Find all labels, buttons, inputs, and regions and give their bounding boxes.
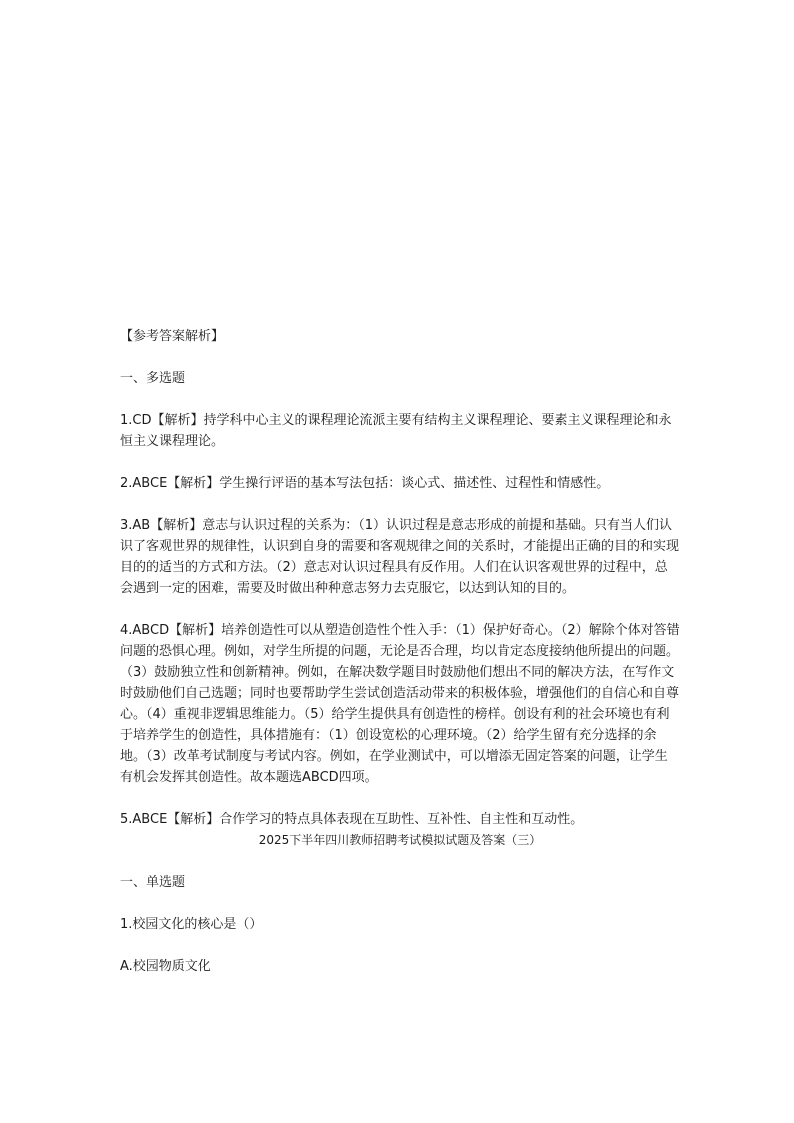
answer-item-2: 2.ABCE【解析】学生操行评语的基本写法包括：谈心式、描述性、过程性和情感性。 bbox=[120, 476, 610, 491]
answer-item-1: 1.CD【解析】持学科中心主义的课程理论流派主要有结构主义课程理论、要素主义课程理论和永恒主义课程理论。 bbox=[120, 413, 672, 449]
question-1: 1.校园文化的核心是（） bbox=[120, 917, 263, 932]
answer-item-4: 4.ABCD【解析】培养创造性可以从塑造创造性个性入手：（1）保护好奇心。（2）解除个体对答错问题的恐惧心理。例如，对学生所提的问题，无论是否合理，均以肯定态度接纳他所提出的问题。（3）鼓励独立性和创新精神。例如，在解决数学题目时鼓励他们想出不同的解决方法，在写作文时鼓励他们自己选题；同时也要帮助学生尝试创造活动带来的积极体验，增强他们的自信心和自尊心。（4）重视非逻辑思维能力。（5）给学生提供具有创造性的榜样。创设有利的社会环境也有利于培养学生的创造性，具体措施有：（1）创设宽松的心理环境。（2）给学生留有充分选择的余地。（3）改革考试制度与考试内容。例如，在学业测试中，可以增添无固定答案的问题，让学生有机会发挥其创造性。故本题选ABCD四项。 bbox=[120, 623, 680, 785]
answer-item-3: 3.AB【解析】意志与认识过程的关系为：（1）认识过程是意志形成的前提和基础。只有当人们认识了客观世界的规律性，认识到自身的需要和客观规律之间的关系时，才能提出正确的目的和实现目的的适当的方式和方法。（2）意志对认识过程具有反作用。人们在认识客观世界的过程中，总会遇到一定的困难，需要及时做出种种意志努力去克服它，以达到认知的目的。 bbox=[120, 518, 680, 596]
section-single-choice: 一、单选题 bbox=[120, 875, 186, 890]
answer-heading: 【参考答案解析】 bbox=[120, 329, 225, 344]
section-multiple-choice: 一、多选题 bbox=[120, 371, 186, 386]
question-1-option-a: A.校园物质文化 bbox=[120, 959, 211, 974]
answer-item-5: 5.ABCE【解析】合作学习的特点具体表现在互助性、互补性、自主性和互动性。 bbox=[120, 812, 584, 827]
test-title: 2025下半年四川教师招聘考试模拟试题及答案（三） bbox=[258, 833, 542, 847]
document-content bbox=[120, 326, 680, 977]
